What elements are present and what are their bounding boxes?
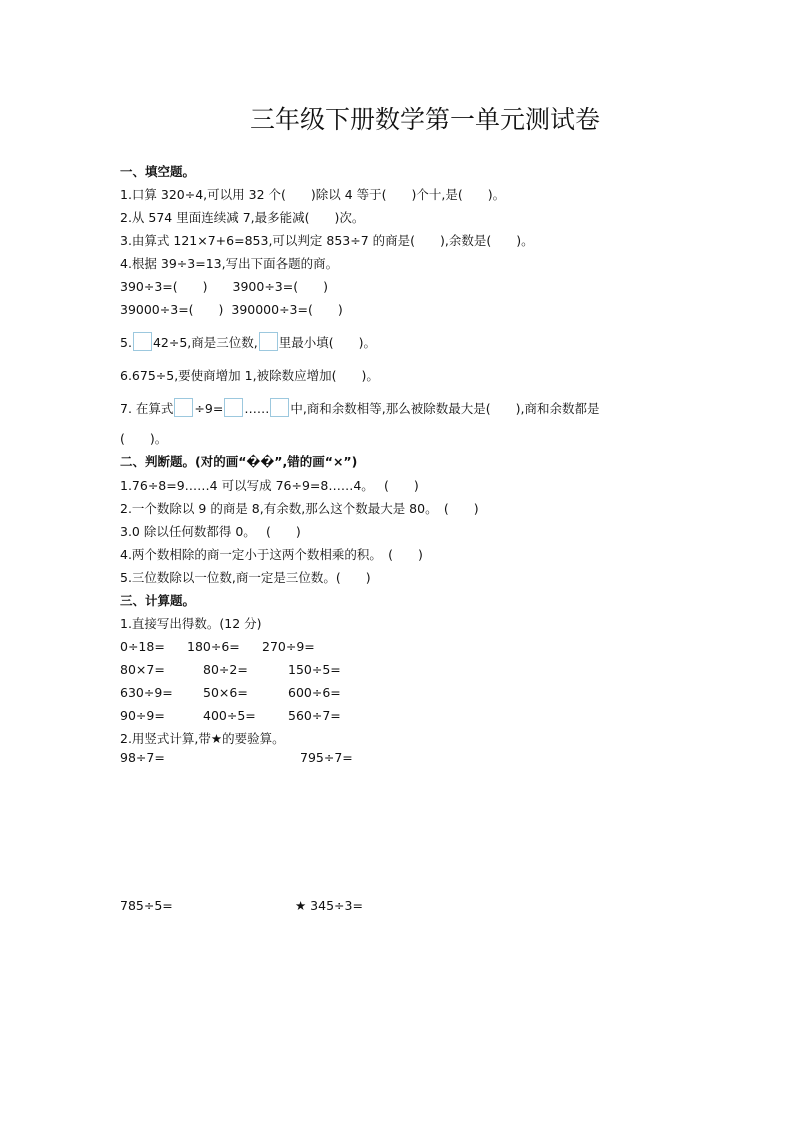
question-7 — [120, 398, 600, 417]
oral-item: 0÷18= — [120, 639, 165, 654]
question-7-cont: ( )。 — [120, 431, 168, 446]
question-3: 3.由算式 121×7+6=853,可以判定 853÷7 的商是( ),余数是( )。 — [120, 233, 534, 248]
judge-item: 1.76÷8=9……4 可以写成 76÷9=8……4。 ( ) — [120, 478, 419, 493]
oral-item: 80×7= — [120, 662, 165, 677]
calc-2-heading: 2.用竖式计算,带★的要验算。 — [120, 731, 285, 746]
judge-item: 3.0 除以任何数都得 0。 ( ) — [120, 524, 301, 539]
oral-item: 560÷7= — [288, 708, 341, 723]
q7-text: 中,商和余数相等,那么被除数最大是( ),商和余数都是 — [290, 401, 600, 416]
oral-item: 630÷9= — [120, 685, 173, 700]
calc-1-heading: 1.直接写出得数。(12 分) — [120, 616, 262, 631]
vertical-calc-item: 785÷5= — [120, 898, 173, 913]
q7-text: …… — [244, 401, 270, 416]
judge-item: 4.两个数相除的商一定小于这两个数相乘的积。 ( ) — [120, 547, 423, 562]
q5-text: 42÷5,商是三位数, — [152, 335, 258, 350]
question-4b: 39000÷3=( ) 390000÷3=( ) — [120, 302, 343, 317]
question-1: 1.口算 320÷4,可以用 32 个( )除以 4 等于( )个十,是( )。 — [120, 187, 506, 202]
oral-item: 150÷5= — [288, 662, 341, 677]
question-4a: 390÷3=( ) 3900÷3=( ) — [120, 279, 328, 294]
question-2: 2.从 574 里面连续减 7,最多能减( )次。 — [120, 210, 365, 225]
oral-item: 50×6= — [203, 685, 248, 700]
oral-item: 180÷6= — [187, 639, 240, 654]
judge-item: 5.三位数除以一位数,商一定是三位数。( ) — [120, 570, 371, 585]
oral-item: 600÷6= — [288, 685, 341, 700]
answer-box — [224, 398, 243, 417]
question-5 — [120, 332, 376, 351]
page-title: 三年级下册数学第一单元测试卷 — [249, 105, 600, 134]
section-3-heading: 三、计算题。 — [120, 593, 196, 608]
q5-num: 5. — [120, 335, 132, 350]
oral-item: 400÷5= — [203, 708, 256, 723]
answer-box — [259, 332, 278, 351]
question-6: 6.675÷5,要使商增加 1,被除数应增加( )。 — [120, 368, 379, 383]
section-2-heading: 二、判断题。(对的画“��”,错的画“×”) — [120, 454, 358, 469]
vertical-calc-item: 98÷7= — [120, 750, 165, 765]
answer-box — [174, 398, 193, 417]
answer-box — [133, 332, 152, 351]
section-1-heading: 一、填空题。 — [120, 164, 196, 179]
question-4: 4.根据 39÷3=13,写出下面各题的商。 — [120, 256, 339, 271]
q7-text: ÷9= — [194, 401, 224, 416]
vertical-calc-item: ★ 345÷3= — [295, 898, 363, 913]
oral-item: 80÷2= — [203, 662, 248, 677]
q5-text-2: 里最小填( )。 — [278, 335, 376, 350]
judge-item: 2.一个数除以 9 的商是 8,有余数,那么这个数最大是 80。 ( ) — [120, 501, 479, 516]
oral-item: 90÷9= — [120, 708, 165, 723]
oral-item: 270÷9= — [262, 639, 315, 654]
vertical-calc-item: 795÷7= — [300, 750, 353, 765]
answer-box — [270, 398, 289, 417]
q7-text: 7. 在算式 — [120, 401, 174, 416]
